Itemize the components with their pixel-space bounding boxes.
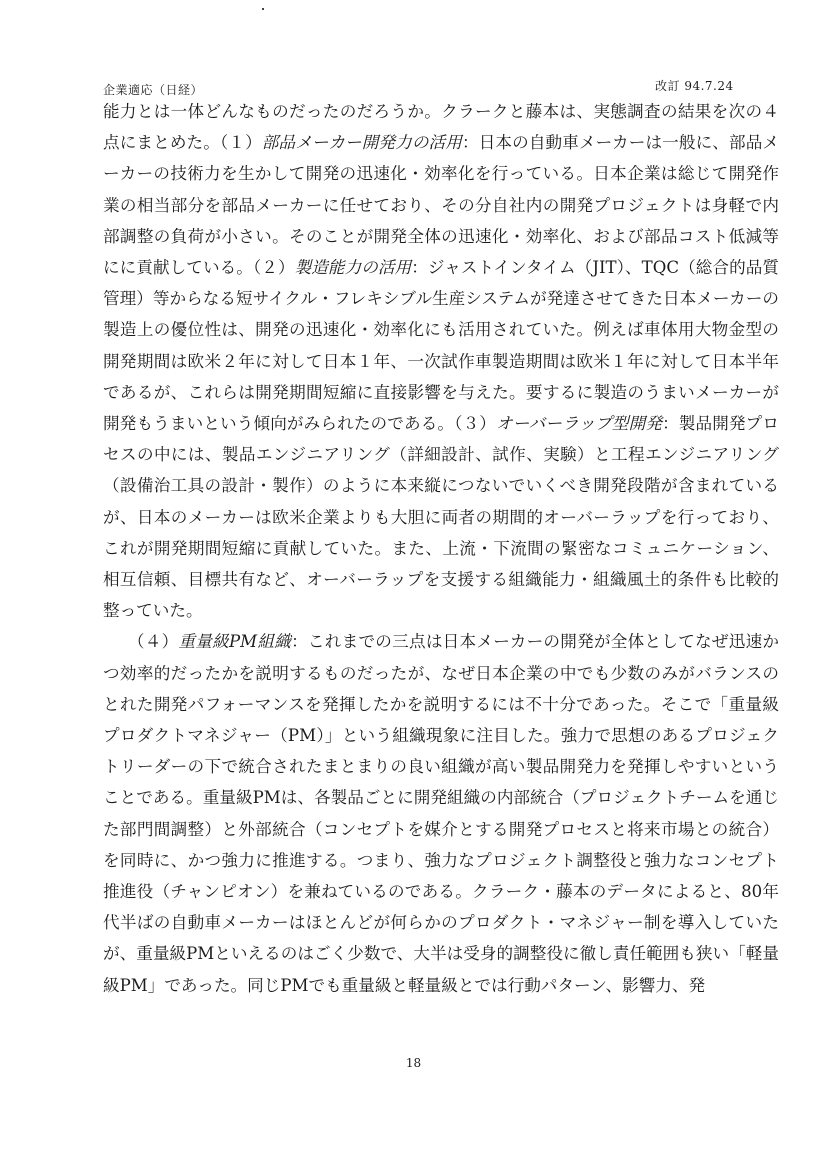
paragraph xyxy=(103,626,779,1000)
text-segment: 能力とは一体どんなものだったのだろうか。クラークと藤本は、実態調査の結果を次の４点にまとめた。（１） xyxy=(103,102,779,153)
paragraph xyxy=(103,96,779,626)
page-number: 18 xyxy=(405,1056,422,1070)
body-text xyxy=(103,96,779,1001)
text-segment: ：日本の自動車メーカーは一般に、部品メーカーの技術力を生かして開発の迅速化・効率化を行っている。日本企業は総じて開発作業の相当部分を部品メーカーに任せており、その分自社内の開発プロジェクトは身軽で内部調整の負荷が小さい。そのことが開発全体の迅速化・効率化、および部品コスト低減等にに貢献している。（２） xyxy=(103,133,780,278)
heading-inline: 製造能力の活用 xyxy=(294,258,412,278)
heading-inline: オーバーラップ型開発 xyxy=(496,414,663,434)
heading-inline: 重量級PM組織 xyxy=(178,632,292,652)
text-segment: ：ジャストインタイム（JIT）、TQC（総合的品質管理）等からなる短サイクル・フレキシブル生産システムが発達させてきた日本メーカーの製造上の優位性は、開発の迅速化・効率化にも活用されていた。例えば車体用大物金型の開発期間は欧米２年に対して日本１年、一次試作車製造期間は欧米１年に対して日本半年であるが、これらは開発期間短縮に直接影響を与えた。要するに製造のうまいメーカーが開発もうまいという傾向がみられたのである。（３） xyxy=(103,258,780,434)
scan-speck xyxy=(262,8,264,10)
text-segment: （４） xyxy=(127,632,179,652)
text-segment: ：製品開発プロセスの中には、製品エンジニアリング（詳細設計、試作、実験）と工程エンジニアリング（設備治工具の設計・製作）のように本来縦につないでいくべき開発段階が含まれているが、日本のメーカーは欧米企業よりも大胆に両者の期間的オーバーラップを行っており、これが開発期間短縮に貢献していた。また、上流・下流間の緊密なコミュニケーション、相互信頼、目標共有など、オーバーラップを支援する組織能力・組織風土的条件も比較的整っていた。 xyxy=(103,414,780,621)
heading-inline: 部品メーカー開発力の活用 xyxy=(261,133,462,153)
text-segment: ：これまでの三点は日本メーカーの開発が全体としてなぜ迅速かつ効率的だったかを説明するものだったが、なぜ日本企業の中でも少数のみがバランスのとれた開発パフォーマンスを発揮したかを説明するには不十分であった。そこで「重量級プロダクトマネジャー（PM）」という組織現象に注目した。強力で思想のあるプロジェクトリーダーの下で統合されたまとまりの良い組織が高い製品開発力を発揮しやすいということである。重量級PMは、各製品ごとに開発組織の内部統合（プロジェクトチームを通じた部門間調整）と外部統合（コンセプトを媒介とする開発プロセスと将来市場との統合）を同時に、かつ強力に推進する。つまり、強力なプロジェクト調整役と強力なコンセプト推進役（チャンピオン）を兼ねているのである。クラーク・藤本のデータによると、80年代半ばの自動車メーカーはほとんどが何らかのプロダクト・マネジャー制を導入していたが、重量級PMといえるのはごく少数で、大半は受身的調整役に徹し責任範囲も狭い「軽量級PM」であった。同じPMでも重量級と軽量級とでは行動パターン、影響力、発 xyxy=(103,632,780,995)
header-revision-date: 改訂 94.7.24 xyxy=(655,79,734,93)
header-source-label: 企業適応（日経） xyxy=(103,83,204,97)
